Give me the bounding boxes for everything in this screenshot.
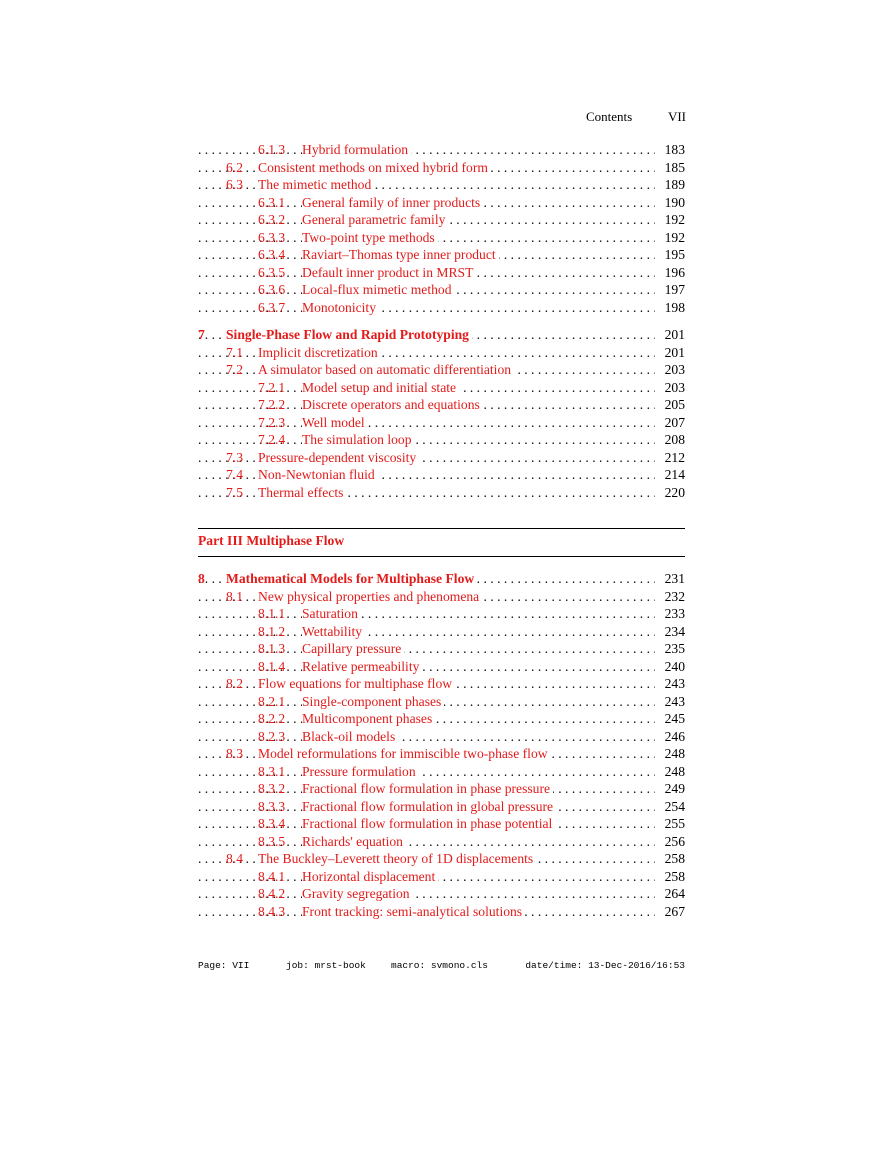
toc-entry[interactable] (198, 693, 685, 710)
toc-entry[interactable] (198, 640, 685, 657)
toc-entry-page: 258 (664, 851, 685, 866)
toc-entry-number: 8.4 (226, 851, 243, 866)
toc-entry-number: 7.4 (226, 467, 243, 482)
toc-entry-number: 8.4.3 (258, 903, 286, 919)
toc-entry[interactable] (198, 449, 685, 466)
toc-entry-page: 198 (664, 299, 685, 315)
toc-entry-title[interactable]: Model reformulations for immiscible two-phase flow (258, 745, 551, 762)
toc-entry-number: 7.1 (226, 344, 243, 360)
toc-entry-page: 203 (664, 362, 685, 377)
toc-entry-number: 8.3.4 (258, 816, 286, 831)
toc-entry-title[interactable]: Front tracking: semi-analytical solutions (302, 903, 525, 920)
toc-entry-page: 192 (664, 229, 685, 245)
toc-entry[interactable] (198, 605, 685, 622)
part-rule-bottom (198, 556, 685, 557)
toc-entry-page: 258 (664, 868, 685, 884)
toc-entry-number: 8.3.2 (258, 781, 286, 796)
toc-entry-page: 248 (664, 746, 685, 761)
toc-entry[interactable] (198, 868, 685, 885)
toc-entry-title[interactable]: Implicit discretization (258, 344, 381, 361)
toc-entry[interactable] (198, 396, 685, 413)
toc-entry[interactable] (198, 159, 685, 176)
toc-entry-number: 8.2.3 (258, 728, 286, 744)
toc-entry-page: 208 (664, 432, 685, 447)
toc-entry[interactable] (198, 570, 685, 587)
toc-entry-number: 7.2.2 (258, 397, 286, 412)
toc-entry-number: 8.3.3 (258, 798, 286, 814)
toc-entry[interactable] (198, 675, 685, 692)
toc-entry-title[interactable]: Hybrid formulation (302, 141, 411, 158)
toc-entry-page: 192 (664, 212, 685, 227)
toc-entry-page: 240 (664, 658, 685, 674)
toc-entry-title[interactable]: General parametric family (302, 211, 448, 228)
toc-entry-number: 8.3 (226, 746, 243, 761)
toc-entry[interactable] (198, 344, 685, 361)
toc-entry[interactable] (198, 299, 685, 316)
part-heading[interactable]: Part III Multiphase Flow (198, 533, 345, 548)
toc-entry-title[interactable]: Horizontal displacement (302, 868, 438, 885)
footer-page: Page: VII (198, 960, 250, 971)
toc-entry-title[interactable]: Monotonicity (302, 299, 379, 316)
toc-entry-page: 243 (664, 693, 685, 709)
toc-entry[interactable] (198, 326, 685, 343)
toc-entry[interactable] (198, 484, 685, 501)
toc-entry[interactable] (198, 414, 685, 431)
footer-macro: macro: svmono.cls (391, 960, 488, 971)
toc-entry-number: 8.4.2 (258, 886, 286, 901)
toc-entry-number: 6.1.3 (258, 142, 286, 157)
footer-datetime: date/time: 13-Dec-2016/16:53 (525, 960, 685, 971)
toc-entry-number: 6.3.7 (258, 299, 286, 315)
toc-entry-page: 207 (664, 414, 685, 430)
toc-entry[interactable] (198, 211, 685, 228)
toc-entry-number: 6.3.2 (258, 212, 286, 227)
toc-entry-number: 8.1.1 (258, 606, 286, 621)
toc-entry-number: 8.3.1 (258, 763, 286, 779)
toc-entry-page: 233 (664, 606, 685, 621)
toc-entry-page: 256 (664, 833, 685, 849)
toc-entry[interactable] (198, 780, 685, 797)
toc-entry-page: 220 (664, 484, 685, 500)
toc-entry[interactable] (198, 361, 685, 378)
toc-entry-title[interactable]: Fractional flow formulation in phase potential (302, 815, 555, 832)
toc-entry-number: 8.1.4 (258, 658, 286, 674)
header-label: Contents (586, 109, 633, 124)
toc-entry-title[interactable]: Gravity segregation (302, 885, 413, 902)
footer-job: job: mrst-book (286, 960, 366, 971)
toc-entry-title[interactable]: New physical properties and phenomena (258, 588, 482, 605)
toc-entry-number: 8.2.2 (258, 711, 286, 726)
toc-entry-number: 7.2.4 (258, 432, 286, 447)
toc-entry-title[interactable]: Richards' equation (302, 833, 406, 850)
toc-entry[interactable] (198, 763, 685, 780)
toc-entry-page: 197 (664, 282, 685, 297)
toc-entry[interactable] (198, 798, 685, 815)
toc-entry-title[interactable]: The Buckley–Leverett theory of 1D displacements (258, 850, 536, 867)
toc-entry-page: 190 (664, 194, 685, 210)
toc-entry-number: 8.3.5 (258, 833, 286, 849)
toc-entry-page: 254 (664, 798, 685, 814)
toc-entry-page: 231 (664, 571, 685, 586)
toc-entry-number: 6.3.4 (258, 247, 286, 262)
toc-entry-page: 214 (664, 467, 685, 482)
toc-entry-number: 6.3.1 (258, 194, 286, 210)
toc-entry-number: 6.3.5 (258, 264, 286, 280)
toc-entry-title[interactable]: Local-flux mimetic method (302, 281, 455, 298)
toc-entry[interactable] (198, 141, 685, 158)
toc-entry[interactable] (198, 850, 685, 867)
toc-entry-number: 8.4.1 (258, 868, 286, 884)
toc-entry[interactable] (198, 623, 685, 640)
toc-entry-title[interactable]: Wettability (302, 623, 365, 640)
toc-entry[interactable] (198, 710, 685, 727)
toc-entry-title[interactable]: Non-Newtonian fluid (258, 466, 378, 483)
toc-entry[interactable] (198, 466, 685, 483)
toc-entry-title[interactable]: Single-component phases (302, 693, 444, 710)
toc-entry-number: 7.2.1 (258, 379, 286, 395)
toc-entry-page: 235 (664, 641, 685, 656)
toc-entry-number: 7 (198, 327, 205, 342)
toc-entry[interactable] (198, 229, 685, 246)
toc-entry-page: 195 (664, 247, 685, 262)
toc-entry-page: 183 (664, 142, 685, 157)
toc-entry-number: 8.1.2 (258, 623, 286, 639)
toc-entry-number: 6.3.6 (258, 282, 286, 297)
toc-entry[interactable] (198, 264, 685, 281)
toc-entry-title[interactable]: Multicomponent phases (302, 710, 435, 727)
toc-entry-number: 7.2.3 (258, 414, 286, 430)
toc-entry[interactable] (198, 281, 685, 298)
toc-entry[interactable] (198, 815, 685, 832)
toc-entry-page: 245 (664, 711, 685, 726)
toc-entry-page: 264 (664, 886, 685, 901)
toc-entry[interactable] (198, 833, 685, 850)
toc-entry-number: 8.2.1 (258, 693, 286, 709)
toc-entry-number: 6.3.3 (258, 229, 286, 245)
toc-entry-number: 8.1 (226, 588, 243, 604)
toc-entry-page: 201 (664, 344, 685, 360)
toc-entry[interactable] (198, 379, 685, 396)
toc-entry-number: 8.1.3 (258, 641, 286, 656)
toc-entry-page: 203 (664, 379, 685, 395)
toc-entry-title[interactable]: Raviart–Thomas type inner product (302, 246, 499, 263)
toc-entry[interactable] (198, 885, 685, 902)
toc-entry-number: 7.5 (226, 484, 243, 500)
toc-entry-title[interactable]: Default inner product in MRST (302, 264, 476, 281)
toc-entry[interactable] (198, 745, 685, 762)
toc-entry-title[interactable]: The simulation loop (302, 431, 415, 448)
toc-entry-number: 7.3 (226, 449, 243, 465)
toc-entry-title[interactable]: Saturation (302, 605, 361, 622)
part-rule-top (198, 528, 685, 529)
toc-entry-page: 232 (664, 588, 685, 604)
toc-entry-title[interactable]: Model setup and initial state (302, 379, 459, 396)
header-page-number: VII (667, 109, 686, 124)
toc-entry-page: 249 (664, 781, 685, 796)
toc-entry-title[interactable]: Two-point type methods (302, 229, 438, 246)
toc-entry-title[interactable]: Fractional flow formulation in global pressure (302, 798, 556, 815)
toc-entry-number: 7.2 (226, 362, 243, 377)
toc-entry-title[interactable]: Consistent methods on mixed hybrid form (258, 159, 491, 176)
toc-entry-number: 6.2 (226, 159, 243, 175)
toc-entry-title[interactable]: Pressure formulation (302, 763, 419, 780)
toc-entry[interactable] (198, 728, 685, 745)
toc-entry-number: 8.2 (226, 676, 243, 691)
toc-entry-title[interactable]: Single-Phase Flow and Rapid Prototyping (226, 326, 472, 343)
toc-entry-page: 243 (664, 676, 685, 691)
toc-entry-page: 234 (664, 623, 685, 639)
toc-entry-page: 205 (664, 397, 685, 412)
toc-entry-title[interactable]: Thermal effects (258, 484, 346, 501)
toc-entry-page: 189 (664, 177, 685, 192)
toc-entry-title[interactable]: The mimetic method (258, 176, 374, 193)
toc-entry[interactable] (198, 588, 685, 605)
toc-entry-page: 246 (664, 728, 685, 744)
toc-entry-title[interactable]: Black-oil models (302, 728, 398, 745)
toc-entry[interactable] (198, 431, 685, 448)
toc-entry-title[interactable]: General family of inner products (302, 194, 483, 211)
toc-entry-title[interactable]: Well model (302, 414, 368, 431)
toc-entry-title[interactable]: Fractional flow formulation in phase pressure (302, 780, 553, 797)
toc-entry-title[interactable]: Capillary pressure (302, 640, 404, 657)
toc-entry-page: 196 (664, 264, 685, 280)
toc-entry-number: 8 (198, 571, 205, 586)
toc-entry-page: 248 (664, 763, 685, 779)
toc-entry[interactable] (198, 176, 685, 193)
toc-entry-page: 255 (664, 816, 685, 831)
toc-entry-page: 185 (664, 159, 685, 175)
toc-entry-title[interactable]: Relative permeability (302, 658, 422, 675)
toc-entry-title[interactable]: A simulator based on automatic differentiation (258, 361, 514, 378)
toc-entry[interactable] (198, 903, 685, 920)
toc-entry-page: 267 (664, 903, 685, 919)
toc-entry-title[interactable]: Pressure-dependent viscosity (258, 449, 419, 466)
toc-entry[interactable] (198, 194, 685, 211)
toc-entry-title[interactable]: Flow equations for multiphase flow (258, 675, 455, 692)
toc-entry-page: 201 (664, 327, 685, 342)
toc-entry-page: 212 (664, 449, 685, 465)
toc-entry-title[interactable]: Mathematical Models for Multiphase Flow (226, 570, 477, 587)
toc-entry-title[interactable]: Discrete operators and equations (302, 396, 483, 413)
toc-entry-number: 6.3 (226, 177, 243, 192)
toc-entry[interactable] (198, 246, 685, 263)
toc-entry[interactable] (198, 658, 685, 675)
